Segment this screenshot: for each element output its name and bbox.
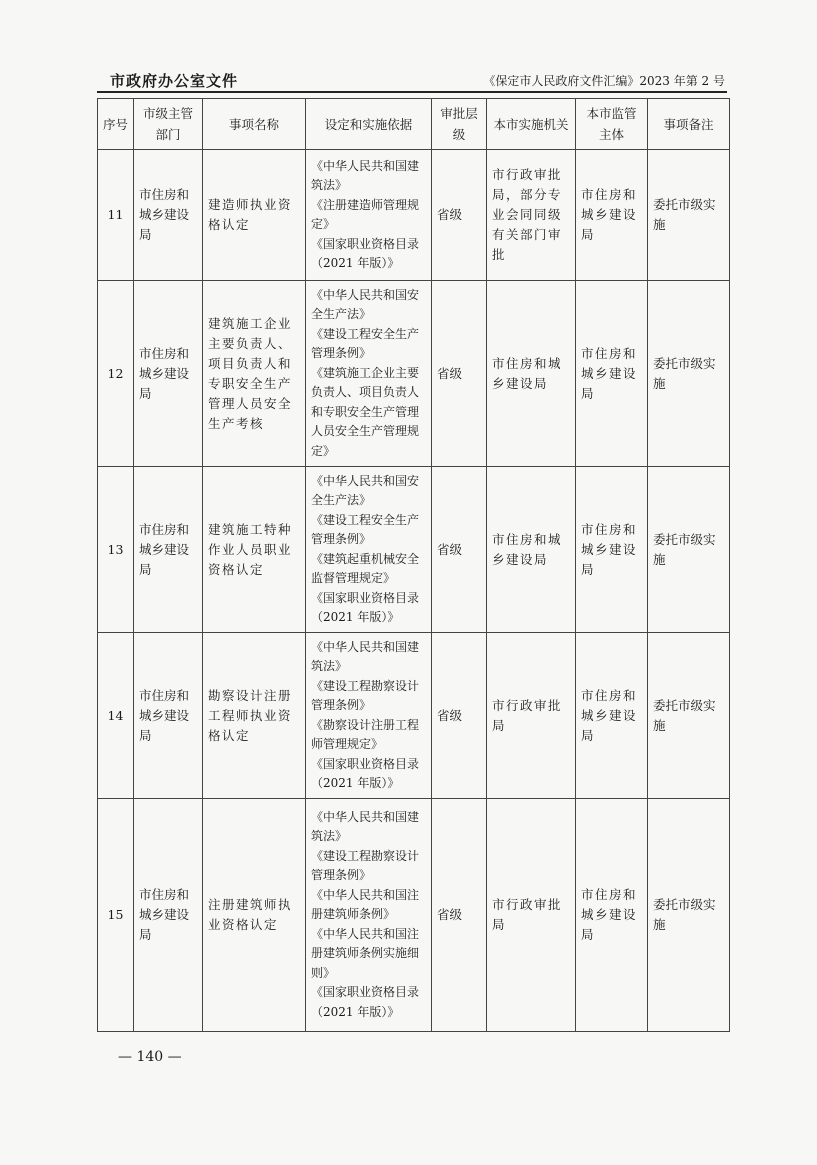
basis-line: 《国家职业资格目录（2021 年版）》 [311, 985, 420, 1019]
basis-line: 《中华人民共和国安全生产法》 [311, 287, 420, 322]
cell-note: 委托市级实施 [648, 467, 730, 633]
basis-line: 《国家职业资格目录（2021 年版）》 [311, 756, 420, 790]
cell-supervisor: 市住房和城乡建设局 [576, 799, 648, 1032]
col-header-item: 事项名称 [203, 99, 306, 150]
cell-level: 省级 [432, 633, 487, 799]
col-header-no: 序号 [98, 99, 134, 150]
cell-item: 建筑施工企业主要负责人、项目负责人和专职安全生产管理人员安全生产考核 [203, 281, 306, 467]
cell-item: 勘察设计注册工程师执业资格认定 [203, 633, 306, 799]
cell-level: 省级 [432, 799, 487, 1032]
basis-line: 《建筑起重机械安全监督管理规定》 [311, 551, 420, 585]
cell-supervisor: 市住房和城乡建设局 [576, 281, 648, 467]
cell-dept: 市住房和城乡建设局 [134, 281, 203, 467]
cell-basis [306, 150, 432, 281]
table-row [98, 150, 730, 281]
cell-level: 省级 [432, 467, 487, 633]
header-rule [97, 91, 727, 93]
basis-line: 《中华人民共和国注册建筑师条例实施细则》 [311, 926, 420, 980]
basis-line: 《建筑施工企业主要负责人、项目负责人和专职安全生产管理人员安全生产管理规定》 [311, 365, 420, 458]
col-header-dept: 市级主管部门 [134, 99, 203, 150]
cell-org: 市行政审批局 [487, 799, 576, 1032]
table-row [98, 633, 730, 799]
basis-line: 《中华人民共和国注册建筑师条例》 [311, 887, 420, 922]
basis-line: 《建设工程勘察设计管理条例》 [311, 848, 420, 883]
table-row [98, 281, 730, 467]
cell-no: 11 [98, 150, 134, 281]
basis-line: 《勘察设计注册工程师管理规定》 [311, 717, 420, 751]
cell-supervisor: 市住房和城乡建设局 [576, 633, 648, 799]
table-header-row [98, 99, 730, 150]
col-header-org: 本市实施机关 [487, 99, 576, 150]
cell-note: 委托市级实施 [648, 633, 730, 799]
cell-basis [306, 633, 432, 799]
cell-dept: 市住房和城乡建设局 [134, 633, 203, 799]
cell-note: 委托市级实施 [648, 281, 730, 467]
basis-line: 《注册建造师管理规定》 [311, 197, 420, 231]
basis-line: 《国家职业资格目录（2021 年版）》 [311, 590, 420, 624]
approval-items-table [97, 98, 730, 1032]
cell-basis [306, 281, 432, 467]
cell-dept: 市住房和城乡建设局 [134, 467, 203, 633]
cell-level: 省级 [432, 281, 487, 467]
cell-level: 省级 [432, 150, 487, 281]
cell-no: 14 [98, 633, 134, 799]
table-row [98, 799, 730, 1032]
cell-org: 市行政审批局，部分专业会同同级有关部门审批 [487, 150, 576, 281]
table-row [98, 467, 730, 633]
basis-line: 《中华人民共和国建筑法》 [311, 158, 420, 192]
cell-org: 市住房和城乡建设局 [487, 281, 576, 467]
col-header-level: 审批层级 [432, 99, 487, 150]
basis-line: 《建设工程安全生产管理条例》 [311, 326, 420, 361]
cell-item: 建筑施工特种作业人员职业资格认定 [203, 467, 306, 633]
col-header-note: 事项备注 [648, 99, 730, 150]
publication-title: 《保定市人民政府文件汇编》2023 年第 2 号 [483, 74, 725, 88]
col-header-basis: 设定和实施依据 [306, 99, 432, 150]
basis-line: 《国家职业资格目录（2021 年版）》 [311, 236, 420, 270]
cell-note: 委托市级实施 [648, 799, 730, 1032]
page-number: — 140 — [118, 1049, 182, 1065]
cell-basis [306, 799, 432, 1032]
cell-org: 市行政审批局 [487, 633, 576, 799]
basis-line: 《中华人民共和国安全生产法》 [311, 473, 420, 507]
cell-supervisor: 市住房和城乡建设局 [576, 467, 648, 633]
basis-line: 《建设工程勘察设计管理条例》 [311, 678, 420, 712]
basis-line: 《建设工程安全生产管理条例》 [311, 512, 420, 546]
cell-item: 注册建筑师执业资格认定 [203, 799, 306, 1032]
cell-no: 15 [98, 799, 134, 1032]
cell-no: 13 [98, 467, 134, 633]
document-source-title: 市政府办公室文件 [110, 72, 239, 90]
cell-no: 12 [98, 281, 134, 467]
cell-dept: 市住房和城乡建设局 [134, 799, 203, 1032]
cell-basis [306, 467, 432, 633]
basis-line: 《中华人民共和国建筑法》 [311, 809, 420, 844]
cell-note: 委托市级实施 [648, 150, 730, 281]
col-header-supervisor: 本市监管主体 [576, 99, 648, 150]
basis-line: 《中华人民共和国建筑法》 [311, 639, 420, 673]
cell-org: 市住房和城乡建设局 [487, 467, 576, 633]
cell-dept: 市住房和城乡建设局 [134, 150, 203, 281]
cell-item: 建造师执业资格认定 [203, 150, 306, 281]
cell-supervisor: 市住房和城乡建设局 [576, 150, 648, 281]
